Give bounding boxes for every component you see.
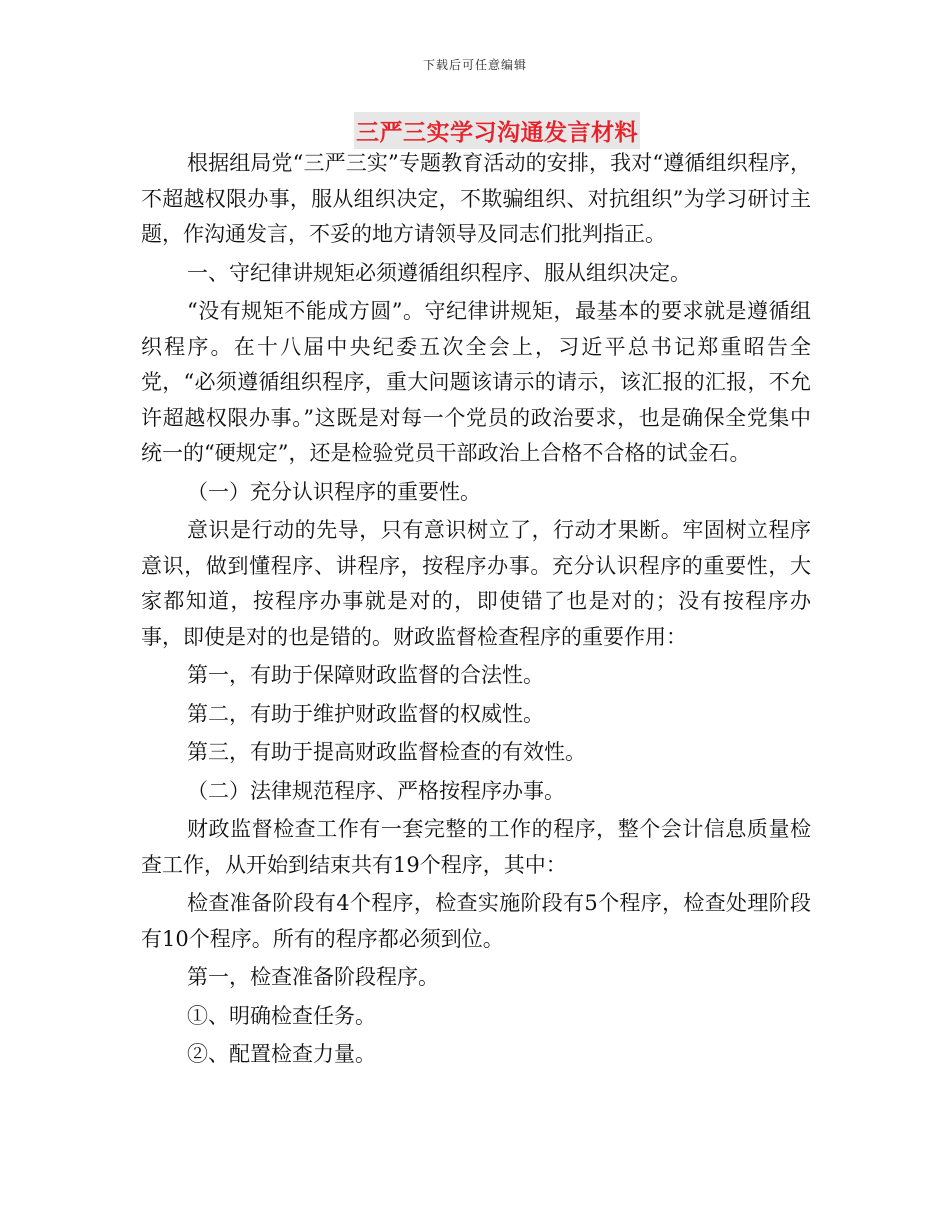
paragraph-rules: “没有规矩不能成方圆”。守纪律讲规矩，最基本的要求就是遵循组织程序。在十八届中央纪委五次全会上，习近平总书记郑重昭告全党，“必须遵循组织程序，重大问题该请示的请示，该汇报的汇报，不允许超越权限办事。”这既是对每一个党员的政治要求，也是确保全党集中统一的“硬规定”，还是检验党员干部政治上合格不合格的试金石。 <box>141 299 811 465</box>
document-body <box>141 146 811 1073</box>
paragraph-awareness: 意识是行动的先导，只有意识树立了，行动才果断。牢固树立程序意识，做到懂程序、讲程序，按程序办事。充分认识程序的重要性，大家都知道，按程序办事就是对的，即使错了也是对的；没有按程序办事，即使是对的也是错的。财政监督检查程序的重要作用： <box>141 518 811 649</box>
list-item-second: 第二，有助于维护财政监督的权威性。 <box>187 701 544 726</box>
step-item-2: ②、配置检查力量。 <box>187 1042 376 1066</box>
subsection-heading-2: （二）法律规范程序、严格按程序办事。 <box>187 778 565 803</box>
document-title: 三严三实学习沟通发言材料 <box>354 112 640 149</box>
paragraph-procedures: 财政监督检查工作有一套完整的工作的程序，整个会计信息质量检查工作，从开始到结束共有19个程序，其中： <box>141 817 811 877</box>
paragraph-intro: 根据组局党“三严三实”专题教育活动的安排，我对“遵循组织程序，不超越权限办事，服从组织决定，不欺骗组织、对抗组织”为学习研讨主题，作沟通发言，不妥的地方请领导及同志们批判指正。 <box>141 151 811 246</box>
header-note: 下载后可任意编辑 <box>422 58 527 72</box>
title-container <box>0 112 950 149</box>
list-item-first: 第一，有助于保障财政监督的合法性。 <box>187 663 544 687</box>
section-heading-1: 一、守纪律讲规矩必须遵循组织程序、服从组织决定。 <box>187 260 691 285</box>
step-item-1: ①、明确检查任务。 <box>187 1003 376 1028</box>
subsection-heading-1: （一）充分认识程序的重要性。 <box>187 479 481 504</box>
list-item-third: 第三，有助于提高财政监督检查的有效性。 <box>187 740 586 764</box>
paragraph-stages: 检查准备阶段有4个程序，检查实施阶段有5个程序，检查处理阶段有10个程序。所有的程序都必须到位。 <box>141 891 811 951</box>
stage-heading-1: 第一，检查准备阶段程序。 <box>187 965 439 989</box>
